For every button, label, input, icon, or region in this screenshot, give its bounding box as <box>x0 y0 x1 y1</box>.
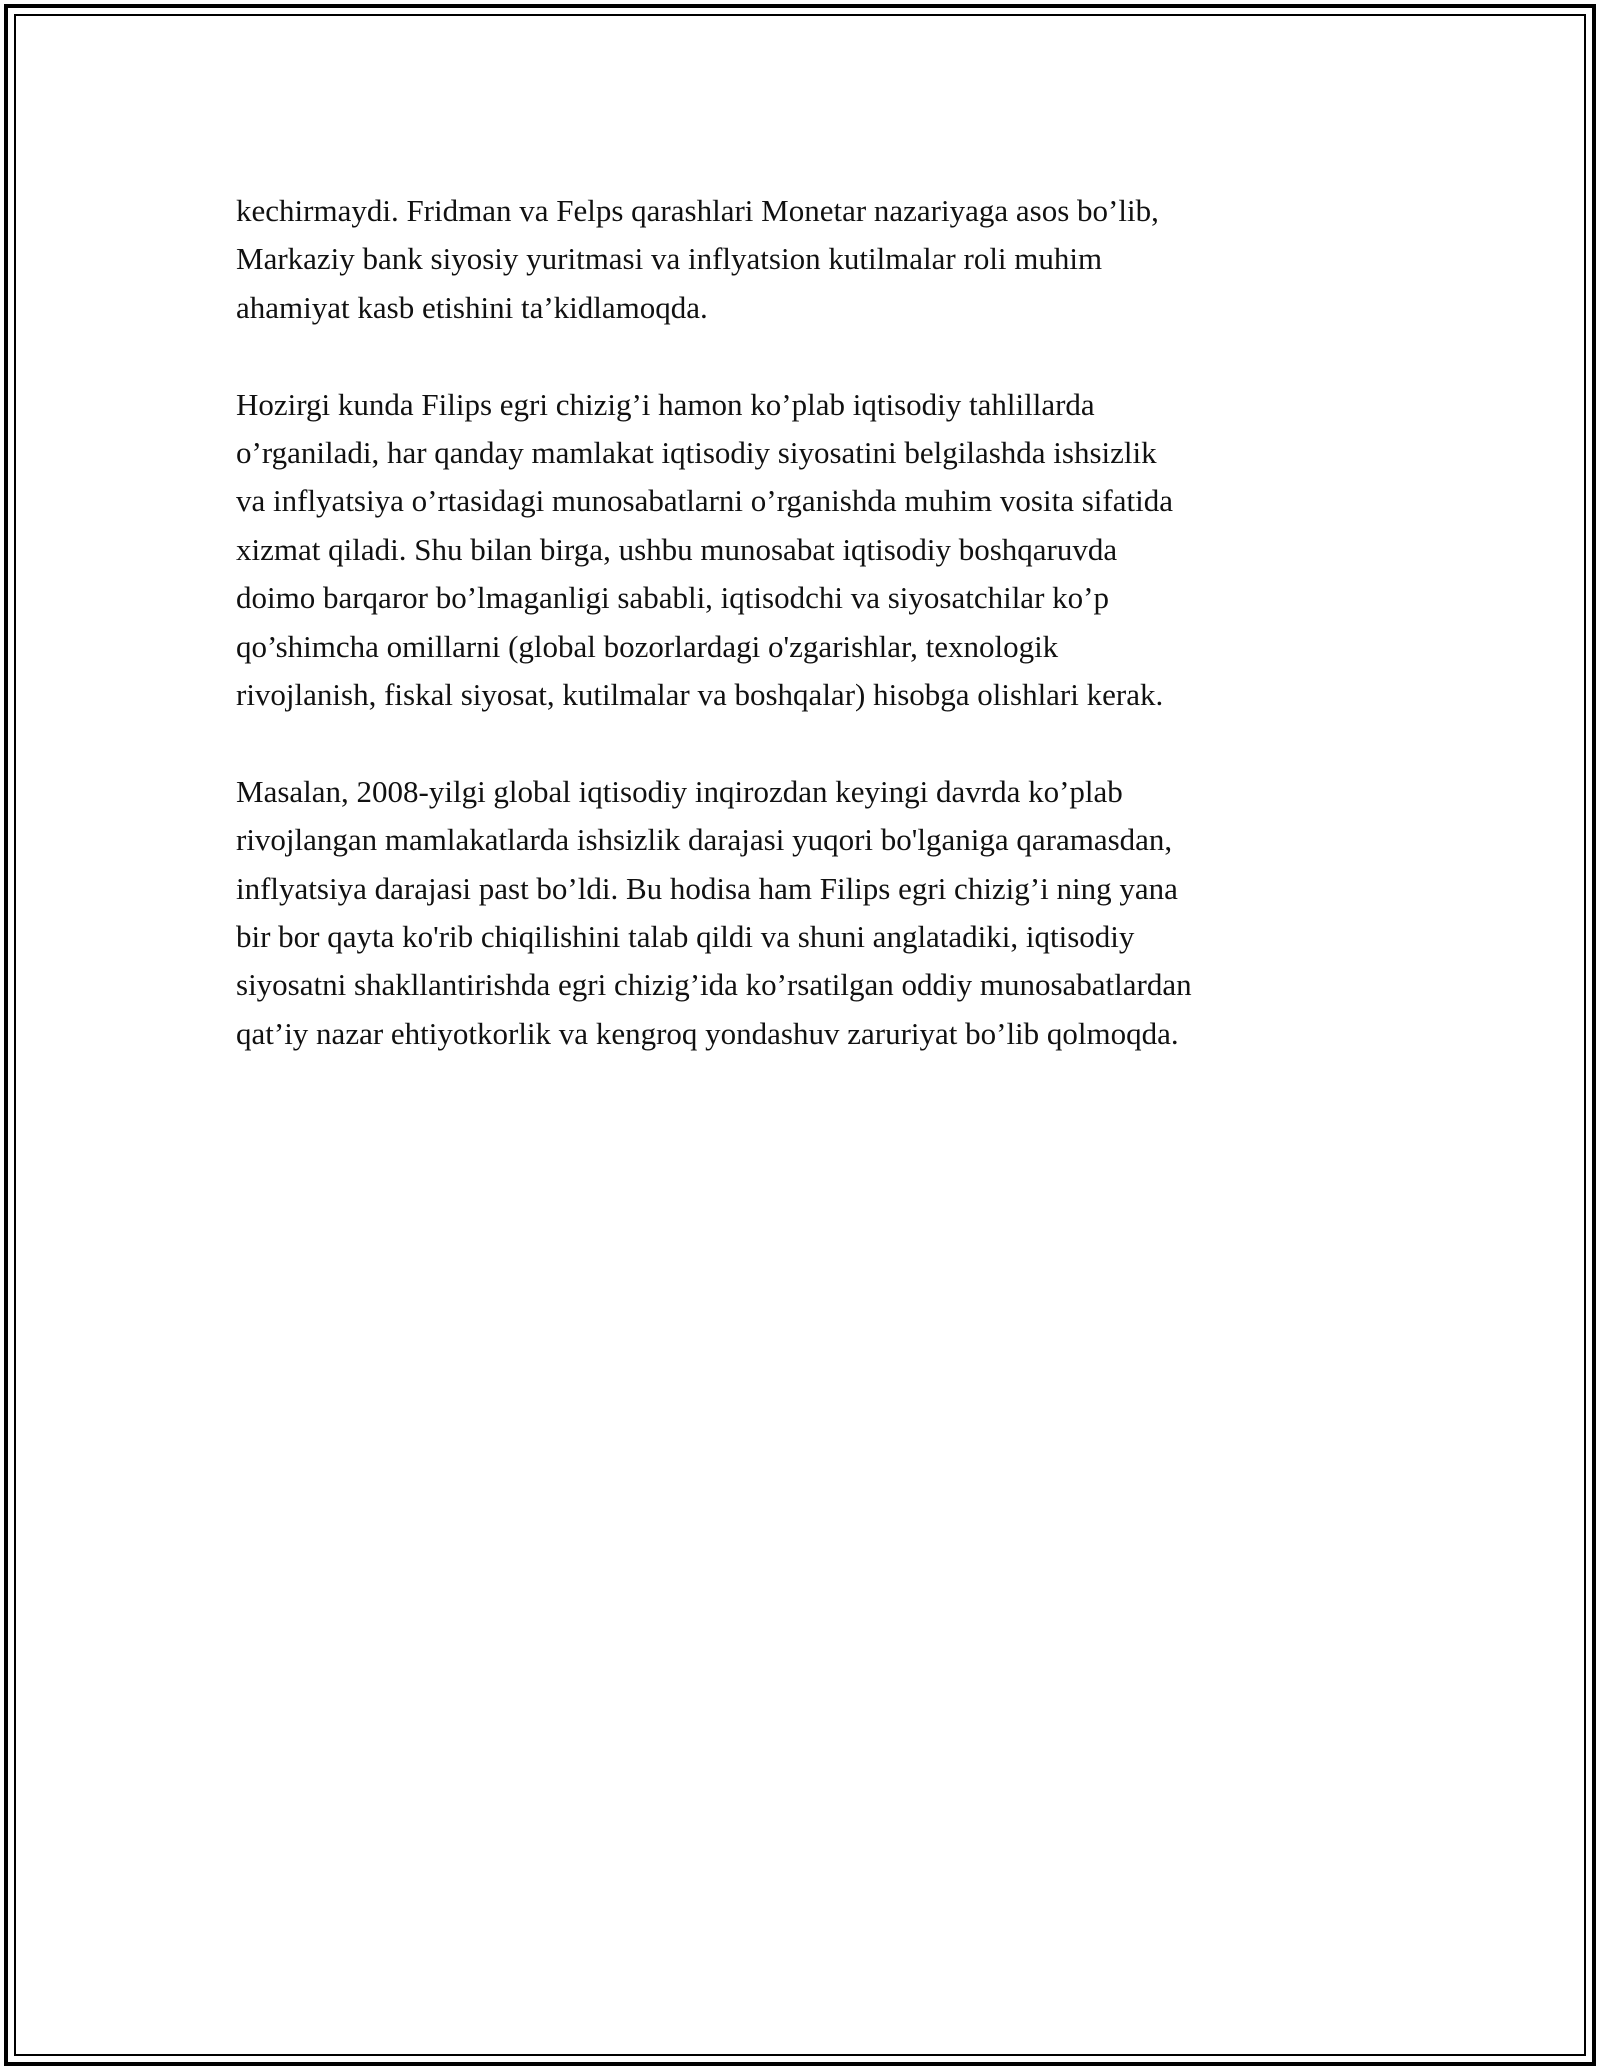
paragraph-3 <box>236 768 1386 1058</box>
text-line: doimo barqaror bo’lmaganligi sababli, iqtisodchi va siyosatchilar ko’p <box>236 580 1109 616</box>
text-line: rivojlangan mamlakatlarda ishsizlik darajasi yuqori bo'lganiga qaramasdan, <box>236 822 1173 858</box>
text-line: qo’shimcha omillarni (global bozorlardagi o'zgarishlar, texnologik <box>236 628 1059 664</box>
paragraph-2 <box>236 381 1386 720</box>
text-line: Hozirgi kunda Filips egri chizig’i hamon ko’plab iqtisodiy tahlillarda <box>236 386 1095 422</box>
text-line: Markaziy bank siyosiy yuritmasi va inflyatsion kutilmalar roli muhim <box>236 241 1103 277</box>
text-line: inflyatsiya darajasi past bo’ldi. Bu hodisa ham Filips egri chizig’i ning yana <box>236 870 1178 906</box>
document-body <box>236 187 1386 1107</box>
text-line: qat’iy nazar ehtiyotkorlik va kengroq yondashuv zaruriyat bo’lib qolmoqda. <box>236 1015 1179 1051</box>
text-line: rivojlanish, fiskal siyosat, kutilmalar va boshqalar) hisobga olishlari kerak. <box>236 677 1164 713</box>
text-line: xizmat qiladi. Shu bilan birga, ushbu munosabat iqtisodiy boshqaruvda <box>236 531 1118 567</box>
text-line: Masalan, 2008-yilgi global iqtisodiy inqirozdan keyingi davrda ko’plab <box>236 773 1123 809</box>
text-line: bir bor qayta ko'rib chiqilishini talab qildi va shuni anglatadiki, iqtisodiy <box>236 919 1135 955</box>
text-line: o’rganiladi, har qanday mamlakat iqtisodiy siyosatini belgilashda ishsizlik <box>236 435 1157 471</box>
text-line: ahamiyat kasb etishini ta’kidlamoqda. <box>236 289 708 325</box>
text-line: va inflyatsiya o’rtasidagi munosabatlarni o’rganishda muhim vosita sifatida <box>236 483 1173 519</box>
text-line: siyosatni shakllantirishda egri chizig’ida ko’rsatilgan oddiy munosabatlardan <box>236 967 1192 1003</box>
paragraph-1 <box>236 187 1386 332</box>
text-line: kechirmaydi. Fridman va Felps qarashlari Monetar nazariyaga asos bo’lib, <box>236 193 1159 228</box>
